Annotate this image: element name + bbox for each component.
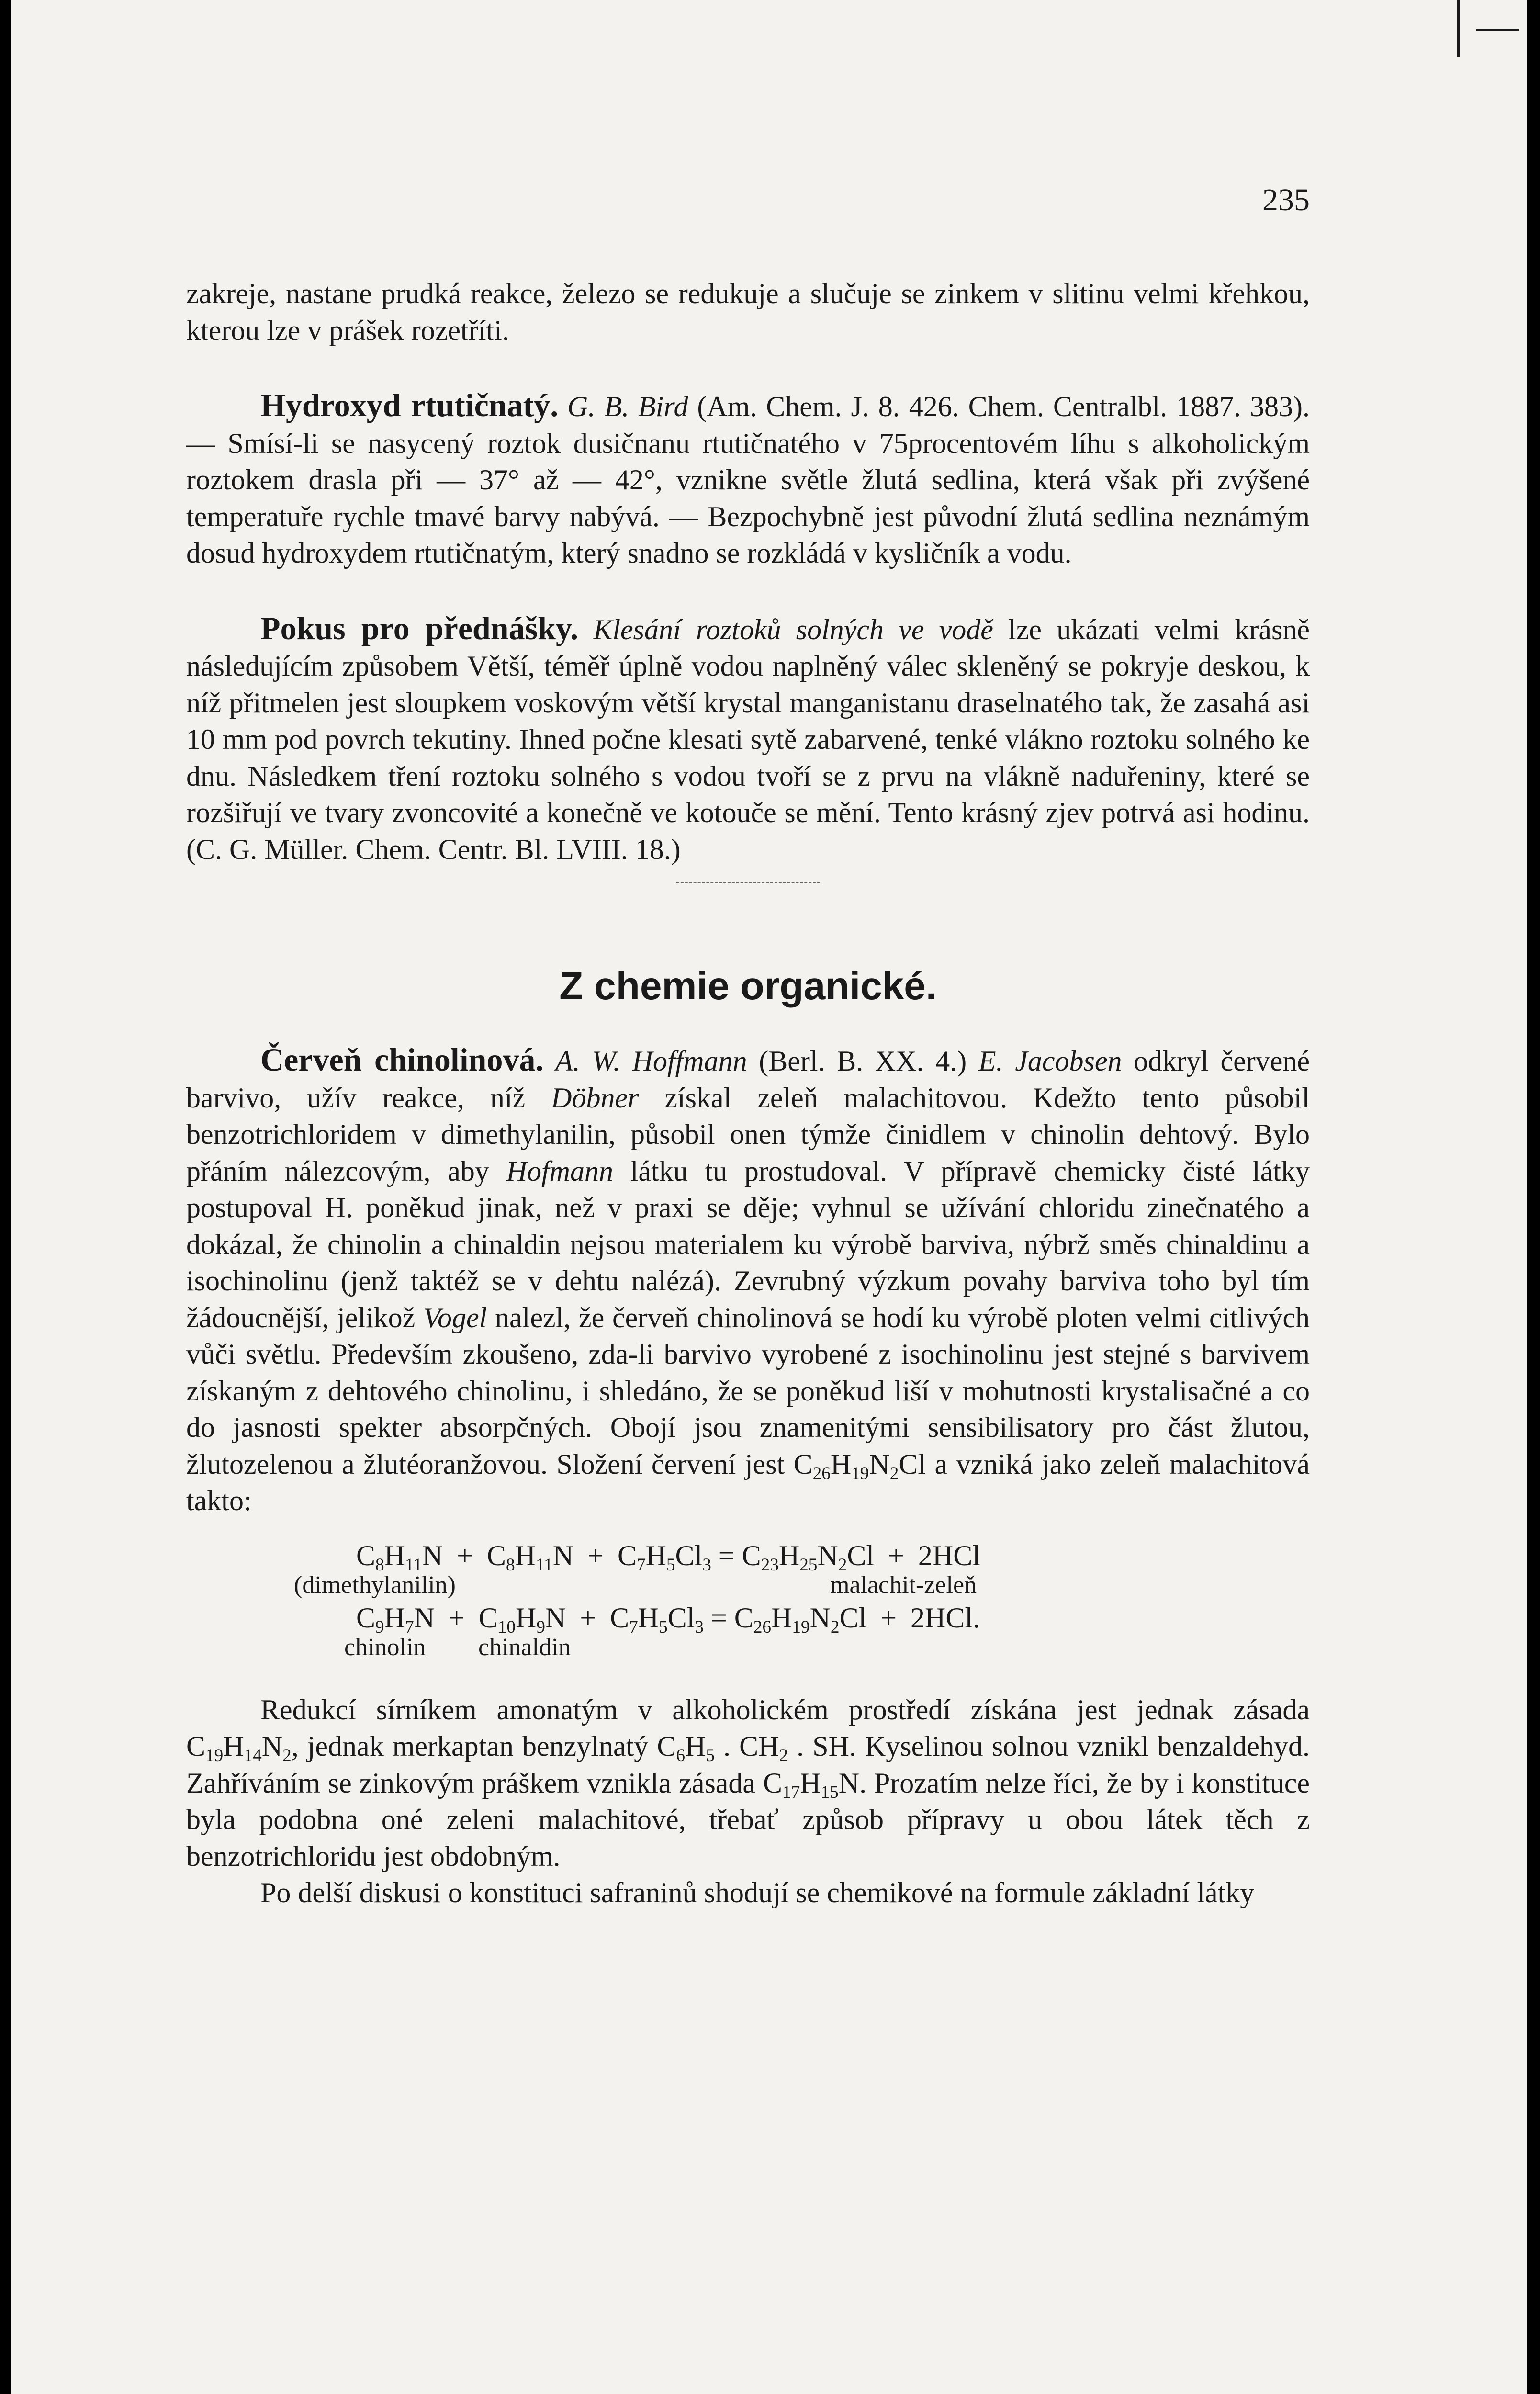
paragraph-heading: Pokus pro přednášky. [260,610,579,646]
reaction-equation: $C_9H_7N + C_{10}H_9N + C_7H_5Cl_3 = C_{26}H_{19}N_2Cl + 2HCl$. [356,1602,980,1637]
paragraph-text: a vzniká jako zeleň malachitová takto: [186,1448,1310,1516]
reference-text: (Berl. B. XX. 4.) [747,1045,978,1077]
paragraph-text: , jednak merkaptan benzylnatý [291,1730,657,1762]
paragraph-text: nalezl, že červeň chinolinová se hodí ku výrobě ploten velmi citlivých vůči světlu. Především zkoušeno, zda-li barvivo vyrobené z isochinolinu jest stejné s barvivem získaným z dehtového chinolinu, i shledáno, že se poněkud liší v mohutnosti krystalisačné a co do jasnosti spekter absorpčných. Obojí jsou znamenitými sensibilisatory pro část žlutou, žlutozelenou a žlutéoranžovou. Složení červení jest [186,1301,1310,1480]
paragraph-text: získal zeleň malachitovou. Kdežto tento působil benzotrichloridem v dimethylanilin, působil onen týmže činidlem v chinolin dehtový. Bylo přáním nálezcovým, aby [186,1082,1310,1187]
page-content [186,275,1310,1911]
chemical-formula: $C_6H_5$ . $CH_2$ . SH [657,1730,849,1766]
equation-label: chinolin [344,1633,426,1661]
paragraph-pokus [186,610,1310,868]
equation-labels [186,1573,1310,1601]
page-number: 235 [1262,182,1310,217]
equation-label: chinaldin [478,1633,571,1661]
scan-edge-mark [1476,29,1519,31]
paragraph-text: lze ukázati velmi krásně následujícím způsobem Větší, téměř úplně vodou naplněný válec skleněný se pokryje deskou, k níž přitmelen jest sloupkem voskovým větší krystal manganistanu draselnatého tak, že zasahá asi 10 mm pod povrch tekutiny. Ihned počne klesati sytě zabarvené, tenké vlákno roztoku solného ke dnu. Následkem tření roztoku solného s vodou tvoří se z prvu na vlákně naduřeniny, které se rozšiřují ve tvary zvoncovité a konečně ve kotouče se mění. Tento krásný zjev potrvá asi hodinu. (C. G. Müller. Chem. Centr. Bl. LVIII. 18.) [186,613,1310,865]
section-separator [676,882,820,883]
paragraph-hydroxyd [186,387,1310,572]
emphasis-text: Klesání roztoků solných ve vodě [593,613,993,645]
chemical-formula: $C_{26}H_{19}N_2Cl$ [793,1448,926,1483]
scan-edge-mark [1457,0,1460,57]
paragraph-text: látku tu prostudoval. V přípravě chemicky čisté látky postupoval H. poněkud jinak, než v praxi se děje; vyhnul se užívání chloridu zinečnatého a dokázal, že chinolin a chinaldin nejsou materialem ku výrobě barviva, nýbrž směs chinaldinu a isochinolinu (jenž taktéž se v dehtu nalézá). Zevrubný výzkum povahy barviva toho byl tím žádoucnější, jelikož [186,1155,1310,1333]
author-name: A. W. Hoffmann [555,1045,747,1077]
person-name: Döbner [551,1082,639,1114]
paragraph-heading: Hydroxyd rtutičnatý. [260,387,559,423]
chemical-formula: $C_{17}H_{15}N$ [763,1767,860,1802]
paragraph-text: (Am. Chem. J. 8. 426. Chem. Centralbl. 1887. 383). — Smísí-li se nasycený roztok dusičnanu rtutičnatého v 75procentovém líhu s alkoholickým roztokem drasla při — 37° až — 42°, vznikne světle žlutá sedlina, která však při zvýšené temperatuře rychle tmavé barvy nabývá. — Bezpochybně jest původní žlutá sedlina neznámým dosud hydroxydem rtutičnatým, který snadno se rozkládá v kysličník a vodu. [186,391,1310,569]
paragraph-text: . Kyselinou solnou vznikl benzaldehyd. Zahříváním se zinkovým práškem vznikla zásada [186,1730,1310,1799]
paragraph-redukce [186,1692,1310,1875]
paragraph-text: Redukcí sírníkem amonatým v alkoholickém prostředí získána jest jednak zásada [260,1694,1310,1726]
author-name: G. B. Bird [567,391,688,422]
author-name: E. Jacobsen [978,1045,1122,1077]
paragraph-safranin: Po delší diskusi o konstituci safraninů shodují se chemikové na formule základní látky [260,1877,1255,1908]
paragraph-cerven [186,1041,1310,1519]
paragraph-continuation: zakreje, nastane prudká reakce, železo se redukuje a slučuje se zinkem v slitinu velmi křehkou, kterou lze v prášek rozetříti. [186,278,1310,346]
person-name: Vogel [423,1301,487,1333]
equation-label: (dimethylanilin) [294,1571,456,1599]
person-name: Hofmann [506,1155,613,1187]
section-title: Z chemie organické. [559,964,937,1008]
paragraph-heading: Červeň chinolinová. [260,1041,544,1078]
equation-labels [186,1635,1310,1663]
page [11,0,1527,2394]
reaction-equation: $C_8H_{11}N + C_8H_{11}N + C_7H_5Cl_3 = C_{23}H_{25}N_2Cl + 2HCl$ [356,1539,980,1575]
paragraph-text: odkryl červené barvivo, užív reakce, níž [186,1045,1310,1114]
equation-block [186,1538,1310,1663]
chemical-formula: $C_{19}H_{14}N_2$ [186,1730,292,1766]
equation-label: malachit-zeleň [830,1571,977,1599]
paragraph-text: . Prozatím nelze říci, že by i konstituce byla podobna oné zeleni malachitové, třebať způsob přípravy u obou látek těch z benzotrichloridu jest obdobným. [186,1767,1310,1872]
